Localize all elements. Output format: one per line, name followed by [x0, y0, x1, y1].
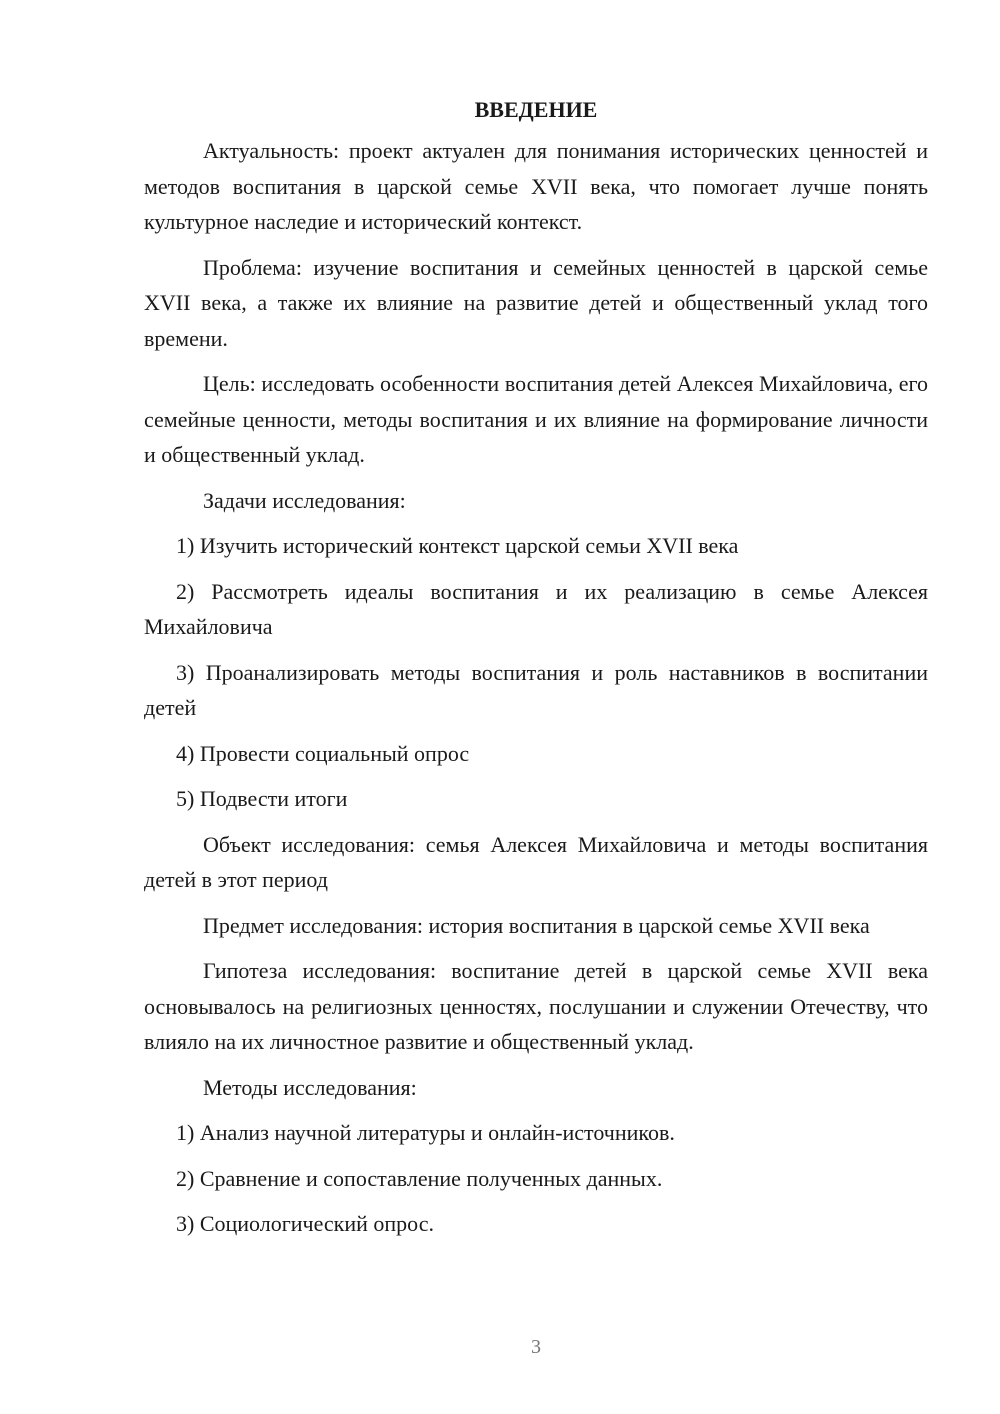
paragraph-relevance: Актуальность: проект актуален для понимания исторических ценностей и методов воспитания в царской семье XVII века, что помогает лучше понять культурное наследие и исторический контекст. [144, 138, 928, 234]
list-item-method-3: 3) Социологический опрос. [176, 1211, 434, 1236]
paragraph-hypothesis: Гипотеза исследования: воспитание детей в царской семье XVII века основывалось на религиозных ценностях, послушании и служении Отечеству, что влияло на их личностное развитие и общественный уклад. [144, 958, 928, 1054]
paragraph-subject: Предмет исследования: история воспитания в царской семье XVII века [203, 912, 870, 938]
list-item-task-3: 3) Проанализировать методы воспитания и роль наставников в воспитании детей [144, 659, 928, 720]
paragraph-tasks-heading: Задачи исследования: [203, 487, 406, 513]
list-item-task-4: 4) Провести социальный опрос [176, 740, 470, 766]
paragraph-methods-heading: Методы исследования: [203, 1074, 417, 1100]
paragraph-goal: Цель: исследовать особенности воспитания детей Алексея Михайловича, его семейные ценности, методы воспитания и их влияние на формирование личности и общественный уклад. [144, 371, 928, 467]
list-item-task-5: 5) Подвести итоги [176, 786, 348, 811]
list-item-task-1: 1) Изучить исторический контекст царской семьи XVII века [176, 533, 739, 558]
paragraph-problem: Проблема: изучение воспитания и семейных ценностей в царской семье XVII века, а также их влияние на развитие детей и общественный уклад того времени. [144, 254, 928, 351]
list-item-task-2: 2) Рассмотреть идеалы воспитания и их реализацию в семье Алексея Михайловича [144, 578, 928, 639]
page-number: 3 [531, 1336, 541, 1358]
section-title: ВВЕДЕНИЕ [474, 97, 598, 122]
paragraph-object: Объект исследования: семья Алексея Михайловича и методы воспитания детей в этот период [144, 831, 928, 892]
page-content [144, 92, 928, 1252]
list-item-method-2: 2) Сравнение и сопоставление полученных данных. [176, 1165, 663, 1191]
list-item-method-1: 1) Анализ научной литературы и онлайн-источников. [176, 1120, 675, 1145]
